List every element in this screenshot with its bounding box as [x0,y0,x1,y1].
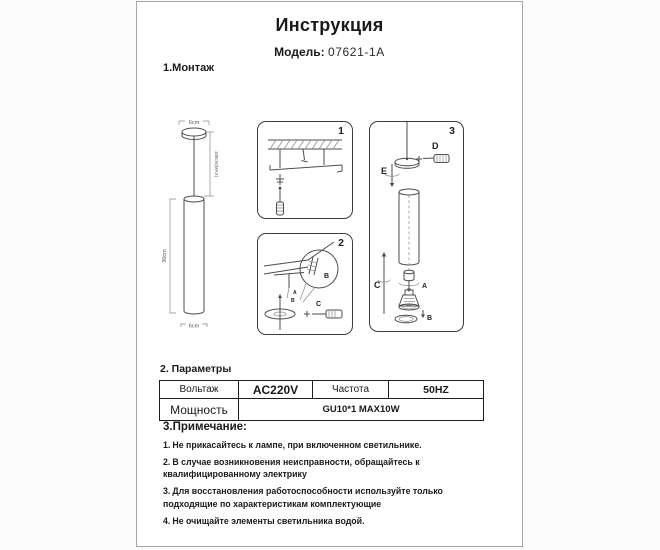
table-row [160,381,484,399]
cylinder-shade-drawing [184,196,204,314]
dim-wire-length [204,132,219,196]
step2-label-b: B [324,273,330,280]
step2-label-c: C [316,301,322,308]
ceiling-plate [264,242,334,274]
dim-height-label: 30cm [162,249,168,263]
mounting-screws [280,149,324,168]
step3-label-b: B [427,315,433,322]
step3-label-e: E [381,166,388,176]
dim-bottom-label: 6cm [188,323,200,330]
frequency-value-cell: 50HZ [389,381,484,399]
model-value: 07621-1A [327,45,385,59]
dim-wire-label: 100cm(MAX) [214,150,219,178]
section-params-heading: 2. Параметры [160,363,232,375]
step3-number: 3 [449,125,455,137]
fixing-ring [395,310,425,323]
step2-label-b-small: B [291,298,295,304]
screwdriver-icon [304,310,342,318]
note-item [163,515,481,527]
voltage-label-cell: Вольтаж [160,381,239,399]
step2-label-a: A [293,290,297,296]
power-label-cell: Мощность [160,399,239,421]
socket-piece [404,270,414,281]
power-value-cell: GU10*1 MAX10W [239,399,484,421]
ceiling-hatch [268,140,342,149]
document-sheet [136,1,523,547]
mounting-bracket [270,165,342,172]
step3-panel [369,121,464,332]
step2-drawing [258,234,354,336]
cylinder-exploded [399,189,419,274]
table-row [160,399,484,421]
note-text: Для восстановления работоспособности используйте только подходящие по характеристикам комплектующие [163,486,443,509]
page-title: Инструкция [275,15,384,35]
step2-number: 2 [338,237,344,249]
note-text: В случае возникновения неисправности, обращайтесь к квалифицированному электрику [163,456,420,480]
note-item [163,439,481,451]
step3-label-a: A [422,283,428,290]
step3-label-d: D [432,141,439,151]
dim-top-label: 6cm [188,120,200,126]
step1-drawing [258,122,354,220]
model-line [137,45,522,59]
note-number: 4. [163,515,171,526]
canopy-exploded [395,158,419,169]
screw-and-screwdriver-icon [276,174,284,215]
parameters-table [159,380,484,421]
screwdriver-d-icon [416,155,449,163]
pendant-lamp-dimension-drawing [155,110,233,342]
step1-panel [257,121,353,219]
notes-list [163,439,481,531]
step3-drawing [370,122,465,333]
step1-number: 1 [338,125,344,137]
step3-label-c: C [374,280,381,290]
rotate-e-arrow [385,164,399,187]
frequency-label-cell: Частота [313,381,389,399]
model-label: Модель: [274,45,325,59]
dim-shade-height [162,199,176,313]
note-text: Не прикасайтесь к лампе, при включенном светильнике. [172,440,422,450]
note-number: 3. [163,486,171,497]
bracket-with-wires [274,273,304,299]
voltage-value-cell: AC220V [239,381,313,399]
step2-panel [257,233,353,335]
note-number: 2. [163,456,171,467]
section-montage-heading: 1.Монтаж [163,62,215,74]
note-number: 1. [163,440,171,450]
gu10-bulb-icon [399,290,419,310]
note-item [163,456,481,481]
section-notes-heading: 3.Примечание: [163,421,247,433]
magnifier-detail [300,250,338,302]
note-item [163,485,481,510]
note-text: Не очищайте элементы светильника водой. [172,515,365,526]
